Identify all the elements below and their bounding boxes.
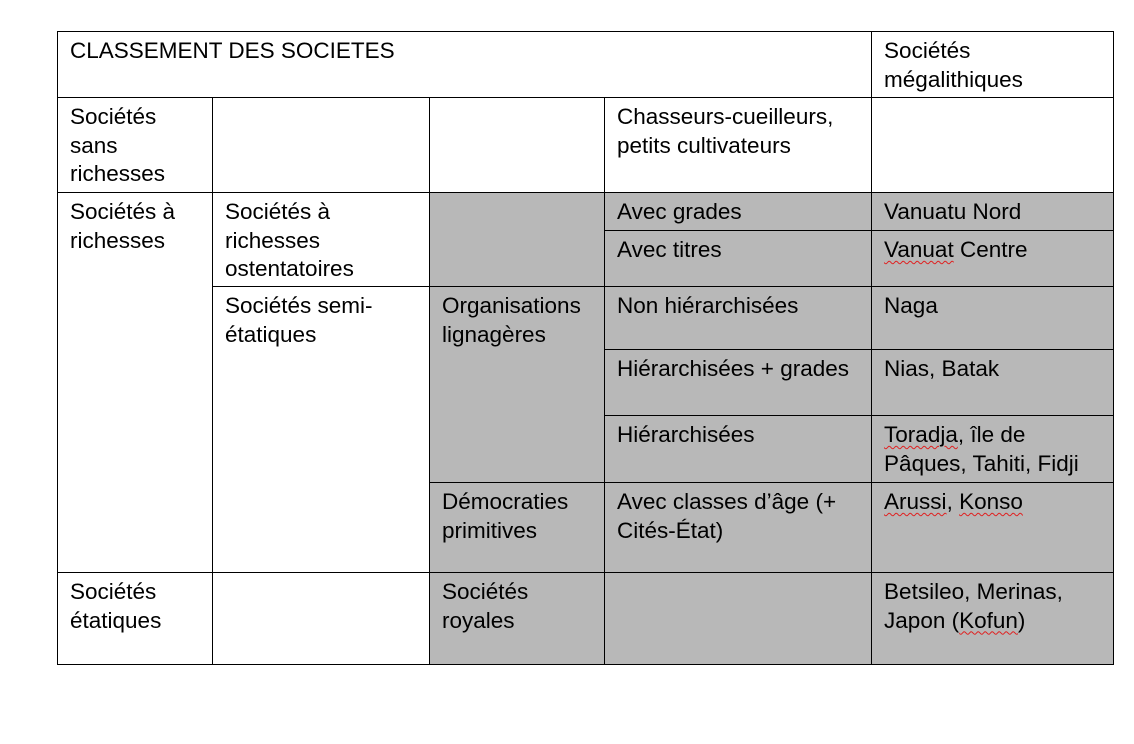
arussi-konso-cell bbox=[872, 483, 1114, 573]
lineage-organisations-label: Organisations lignagères bbox=[442, 293, 581, 347]
societies-with-wealth-cell bbox=[58, 193, 213, 573]
non-hierarchical-cell bbox=[605, 287, 872, 350]
with-titles-label: Avec titres bbox=[617, 237, 722, 262]
semi-state-societies-label: Sociétés semi-étatiques bbox=[225, 293, 373, 347]
comma-separator: , bbox=[946, 489, 960, 514]
empty-cell bbox=[872, 98, 1114, 193]
royal-societies-label: Sociétés royales bbox=[442, 579, 529, 633]
societies-with-wealth-label: Sociétés à richesses bbox=[70, 199, 176, 253]
shaded-empty-cell bbox=[430, 193, 605, 287]
vanuatu-centre-cell bbox=[872, 231, 1114, 287]
ostentatious-wealth-cell bbox=[213, 193, 430, 287]
megalithic-header-cell bbox=[872, 32, 1114, 98]
hierarchical-grades-label: Hiérarchisées + grades bbox=[617, 356, 849, 381]
konso-label: Konso bbox=[959, 489, 1023, 514]
hierarchical-cell bbox=[605, 416, 872, 483]
vanuat-label: Vanuat bbox=[884, 237, 954, 262]
kofun-label: Kofun bbox=[959, 607, 1018, 633]
age-classes-cell bbox=[605, 483, 872, 573]
hunter-gatherers-cell bbox=[605, 98, 872, 193]
hierarchical-grades-cell bbox=[605, 350, 872, 416]
table-title: CLASSEMENT DES SOCIETES bbox=[70, 38, 395, 63]
state-societies-cell bbox=[58, 573, 213, 665]
toradja-cell bbox=[872, 416, 1114, 483]
empty-cell bbox=[213, 98, 430, 193]
hunter-gatherers-label: Chasseurs-cueilleurs, petits cultivateurs bbox=[617, 104, 834, 158]
shaded-empty-cell bbox=[605, 573, 872, 665]
naga-label: Naga bbox=[884, 293, 938, 318]
hierarchical-label: Hiérarchisées bbox=[617, 422, 755, 447]
royal-societies-cell bbox=[430, 573, 605, 665]
with-grades-label: Avec grades bbox=[617, 199, 742, 224]
societies-without-wealth-cell bbox=[58, 98, 213, 193]
societies-classification-table bbox=[57, 31, 1114, 665]
vanuatu-north-cell bbox=[872, 193, 1114, 231]
betsileo-label: Betsileo, Merinas, Japon ( bbox=[884, 579, 1063, 633]
betsileo-cell bbox=[872, 573, 1114, 665]
toradja-rest-label: , île de Pâques, Tahiti, Fidji bbox=[884, 422, 1079, 476]
close-paren: ) bbox=[1017, 607, 1026, 633]
societies-without-wealth-label: Sociétés sans richesses bbox=[70, 104, 166, 186]
toradja-label: Toradja bbox=[884, 422, 958, 447]
primitive-democracies-label: Démocraties primitives bbox=[442, 489, 569, 543]
centre-label: Centre bbox=[953, 237, 1028, 262]
with-titles-cell bbox=[605, 231, 872, 287]
age-classes-label: Avec classes d’âge (+ Cités-État) bbox=[617, 489, 837, 543]
ostentatious-wealth-label: Sociétés à richesses ostentatoires bbox=[225, 199, 354, 281]
non-hierarchical-label: Non hiérarchisées bbox=[617, 293, 799, 318]
vanuatu-north-label: Vanuatu Nord bbox=[884, 199, 1022, 224]
naga-cell bbox=[872, 287, 1114, 350]
state-societies-label: Sociétés étatiques bbox=[70, 579, 162, 633]
table-title-cell bbox=[58, 32, 872, 98]
nias-batak-label: Nias, Batak bbox=[884, 356, 1000, 381]
lineage-organisations-cell bbox=[430, 287, 605, 483]
megalithic-header: Sociétés mégalithiques bbox=[884, 38, 1023, 92]
arussi-label: Arussi bbox=[884, 489, 947, 514]
empty-cell bbox=[213, 573, 430, 665]
empty-cell bbox=[430, 98, 605, 193]
semi-state-societies-cell bbox=[213, 287, 430, 573]
primitive-democracies-cell bbox=[430, 483, 605, 573]
with-grades-cell bbox=[605, 193, 872, 231]
nias-batak-cell bbox=[872, 350, 1114, 416]
